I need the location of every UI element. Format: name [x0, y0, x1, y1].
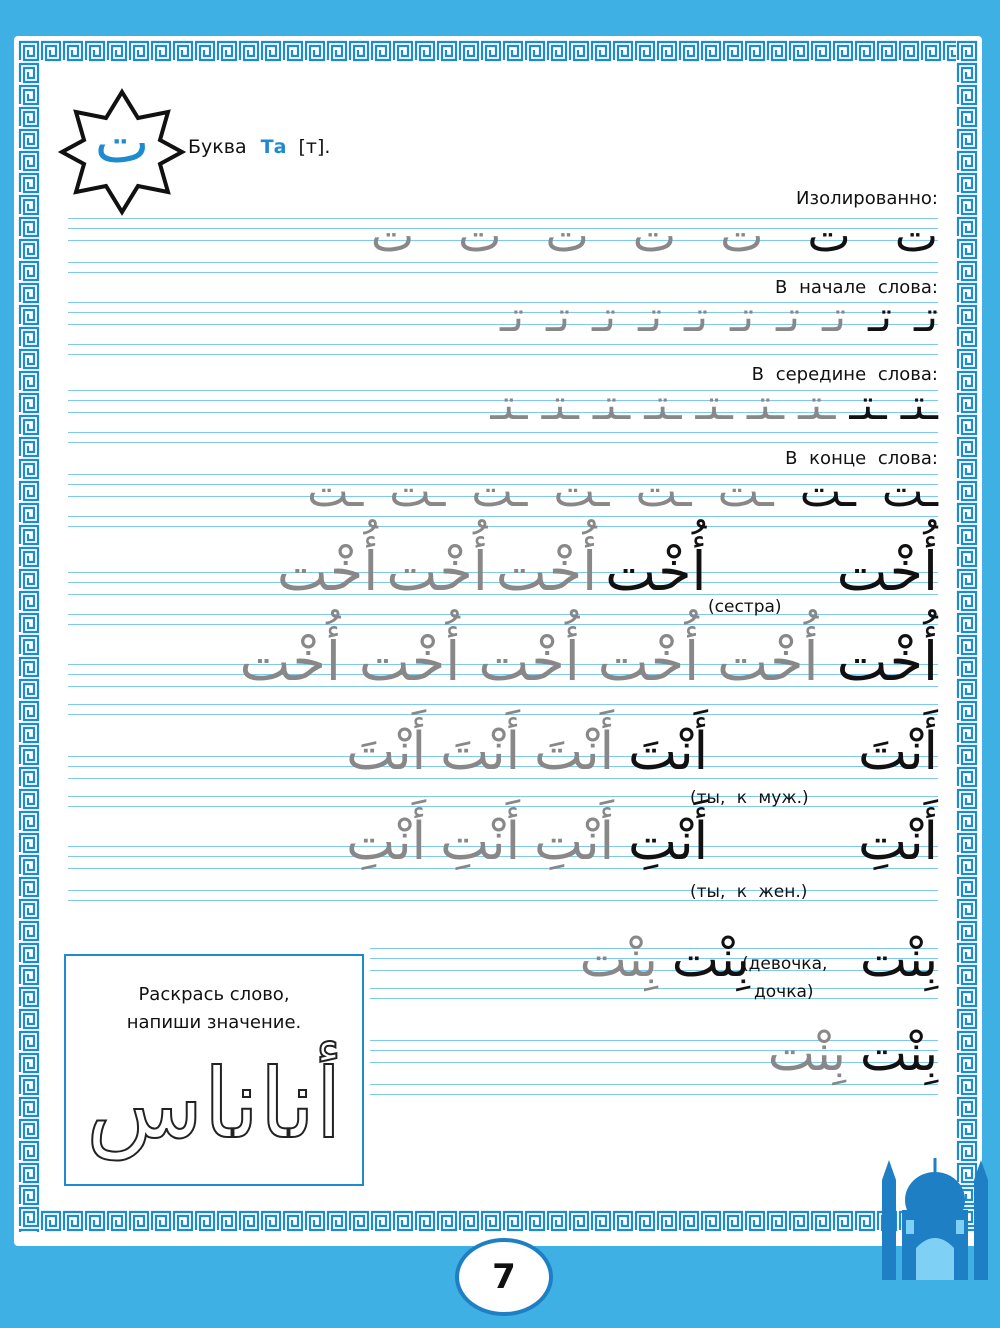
trace-letter: تـ — [546, 292, 570, 341]
trace-letter: ـتـ — [798, 380, 836, 429]
translation-you-feminine: (ты, к жен.) — [690, 882, 808, 902]
trace-letter: تـ — [638, 292, 662, 341]
word-anta: أَنْتَ — [534, 722, 615, 782]
rule-line — [370, 988, 938, 989]
trace-letter: ـتـ — [644, 380, 682, 429]
trace-letter: ت — [807, 208, 851, 262]
trace-letter: ت — [894, 208, 938, 262]
trace-letter: ـتـ — [849, 380, 887, 429]
trace-letter: تـ — [914, 292, 938, 341]
word-anta: أَنْتَ — [858, 722, 938, 782]
word-bint: بِنْت — [767, 1024, 846, 1082]
word-row-ukht-1 — [277, 540, 938, 603]
letter-transliteration: [т]. — [298, 136, 331, 158]
trace-letter: ت — [632, 208, 677, 262]
ornament-border-right — [956, 40, 978, 1232]
word-ukht: أُخْت — [495, 540, 598, 603]
rule-line — [68, 432, 938, 433]
trace-letter: ـتـ — [541, 380, 579, 429]
trace-letter: ت — [545, 208, 589, 262]
rule-line — [370, 1084, 938, 1085]
trace-letter: ـت — [799, 466, 856, 517]
trace-letter: ـتـ — [592, 380, 631, 429]
translation-girl-line2: дочка) — [754, 982, 814, 1002]
trace-letter: تـ — [822, 292, 846, 341]
word-ukht: أُخْت — [597, 630, 700, 693]
trace-letter: تـ — [592, 292, 616, 341]
word-ukht: أُخْت — [717, 630, 819, 693]
ornament-border-bottom — [18, 1210, 978, 1232]
word-anti: أَنْتِ — [440, 812, 521, 872]
rule-line — [68, 262, 938, 263]
trace-letter: ـت — [553, 466, 610, 517]
mosque-icon — [880, 1140, 990, 1280]
word-anta: أَنْتَ — [346, 722, 427, 782]
rule-line — [68, 614, 938, 615]
letter-star-badge — [58, 88, 186, 216]
translation-girl-line1: (девочка, — [742, 954, 828, 974]
word-ukht: أُخْت — [836, 630, 938, 693]
rule-line — [68, 526, 938, 527]
word-anta: أَنْتَ — [440, 722, 521, 782]
trace-letter: ـت — [881, 466, 938, 517]
trace-letter: ـت — [635, 466, 692, 517]
trace-letter: ـتـ — [490, 380, 528, 429]
trace-letter: ـت — [389, 466, 446, 517]
trace-letter: تـ — [684, 292, 708, 341]
word-ukht: أُخْت — [239, 630, 341, 693]
exercise-instruction-line2: напиши значение. — [126, 1012, 302, 1033]
section-label-final: В конце слова: — [785, 448, 938, 469]
rule-line — [68, 442, 938, 443]
section-label-medial: В середине слова: — [751, 364, 938, 385]
initial-row — [500, 292, 938, 341]
word-bint: بِنْت — [859, 930, 938, 988]
medial-row — [490, 380, 938, 429]
trace-letter: ت — [458, 208, 502, 262]
ornament-border-top — [18, 40, 978, 62]
trace-letter: ت — [370, 208, 415, 262]
trace-letter: ـت — [307, 466, 364, 517]
word-ukht: أُخْت — [386, 540, 488, 603]
trace-letter: تـ — [730, 292, 754, 341]
rule-line — [68, 344, 938, 345]
rule-line — [68, 890, 938, 891]
trace-letter: تـ — [500, 292, 524, 341]
rule-line — [68, 272, 938, 273]
trace-letter: تـ — [868, 292, 892, 341]
trace-letter: ـتـ — [695, 380, 733, 429]
section-label-isolated: Изолированно: — [796, 188, 938, 209]
word-bint: بِنْت — [671, 930, 750, 988]
trace-letter: ـتـ — [746, 380, 785, 429]
coloring-word[interactable]: أناناس — [86, 1048, 342, 1160]
rule-line — [68, 704, 938, 705]
word-anti: أَنْتِ — [534, 812, 615, 872]
letter-name: Та — [260, 136, 287, 158]
word-ukht: أُخْت — [836, 540, 938, 603]
word-row-bint-2 — [768, 1024, 938, 1082]
word-row-anti — [346, 812, 938, 872]
word-ukht: أُخْت — [358, 630, 461, 693]
rule-line — [68, 354, 938, 355]
trace-letter: تـ — [776, 292, 800, 341]
star-letter-glyph: ت — [94, 108, 150, 176]
rule-line — [68, 900, 938, 901]
letter-title-prefix: Буква — [188, 136, 247, 158]
coloring-exercise-box — [64, 954, 364, 1186]
rule-line — [370, 998, 938, 999]
word-ukht: أُخْت — [605, 540, 707, 603]
word-bint: بِنْت — [859, 1024, 938, 1082]
rule-line — [68, 624, 938, 625]
ornament-border-left — [18, 40, 40, 1232]
word-row-anta — [346, 722, 938, 782]
word-anti: أَنْتِ — [628, 812, 709, 872]
letter-title — [188, 136, 330, 158]
trace-letter: ـت — [717, 466, 774, 517]
word-row-ukht-2 — [239, 630, 938, 693]
final-row — [307, 466, 938, 517]
trace-letter: ـت — [471, 466, 528, 517]
word-ukht: أُخْت — [276, 540, 379, 603]
trace-letter: ت — [720, 208, 764, 262]
word-anti: أَنْتِ — [346, 812, 427, 872]
translation-you-masculine: (ты, к муж.) — [690, 788, 809, 808]
translation-sister: (сестра) — [708, 597, 782, 617]
rule-line — [370, 1094, 938, 1095]
isolated-row — [371, 208, 938, 262]
word-anti: أَنْتِ — [858, 812, 938, 872]
word-bint: بِنْت — [579, 930, 658, 988]
word-ukht: أُخْت — [478, 630, 580, 693]
rule-line — [68, 714, 938, 715]
word-anta: أَنْتَ — [628, 722, 709, 782]
section-label-initial: В начале слова: — [775, 277, 938, 298]
page-number: 7 — [455, 1238, 553, 1316]
trace-letter: ـتـ — [900, 380, 938, 429]
exercise-instruction-line1: Раскрась слово, — [138, 984, 290, 1005]
